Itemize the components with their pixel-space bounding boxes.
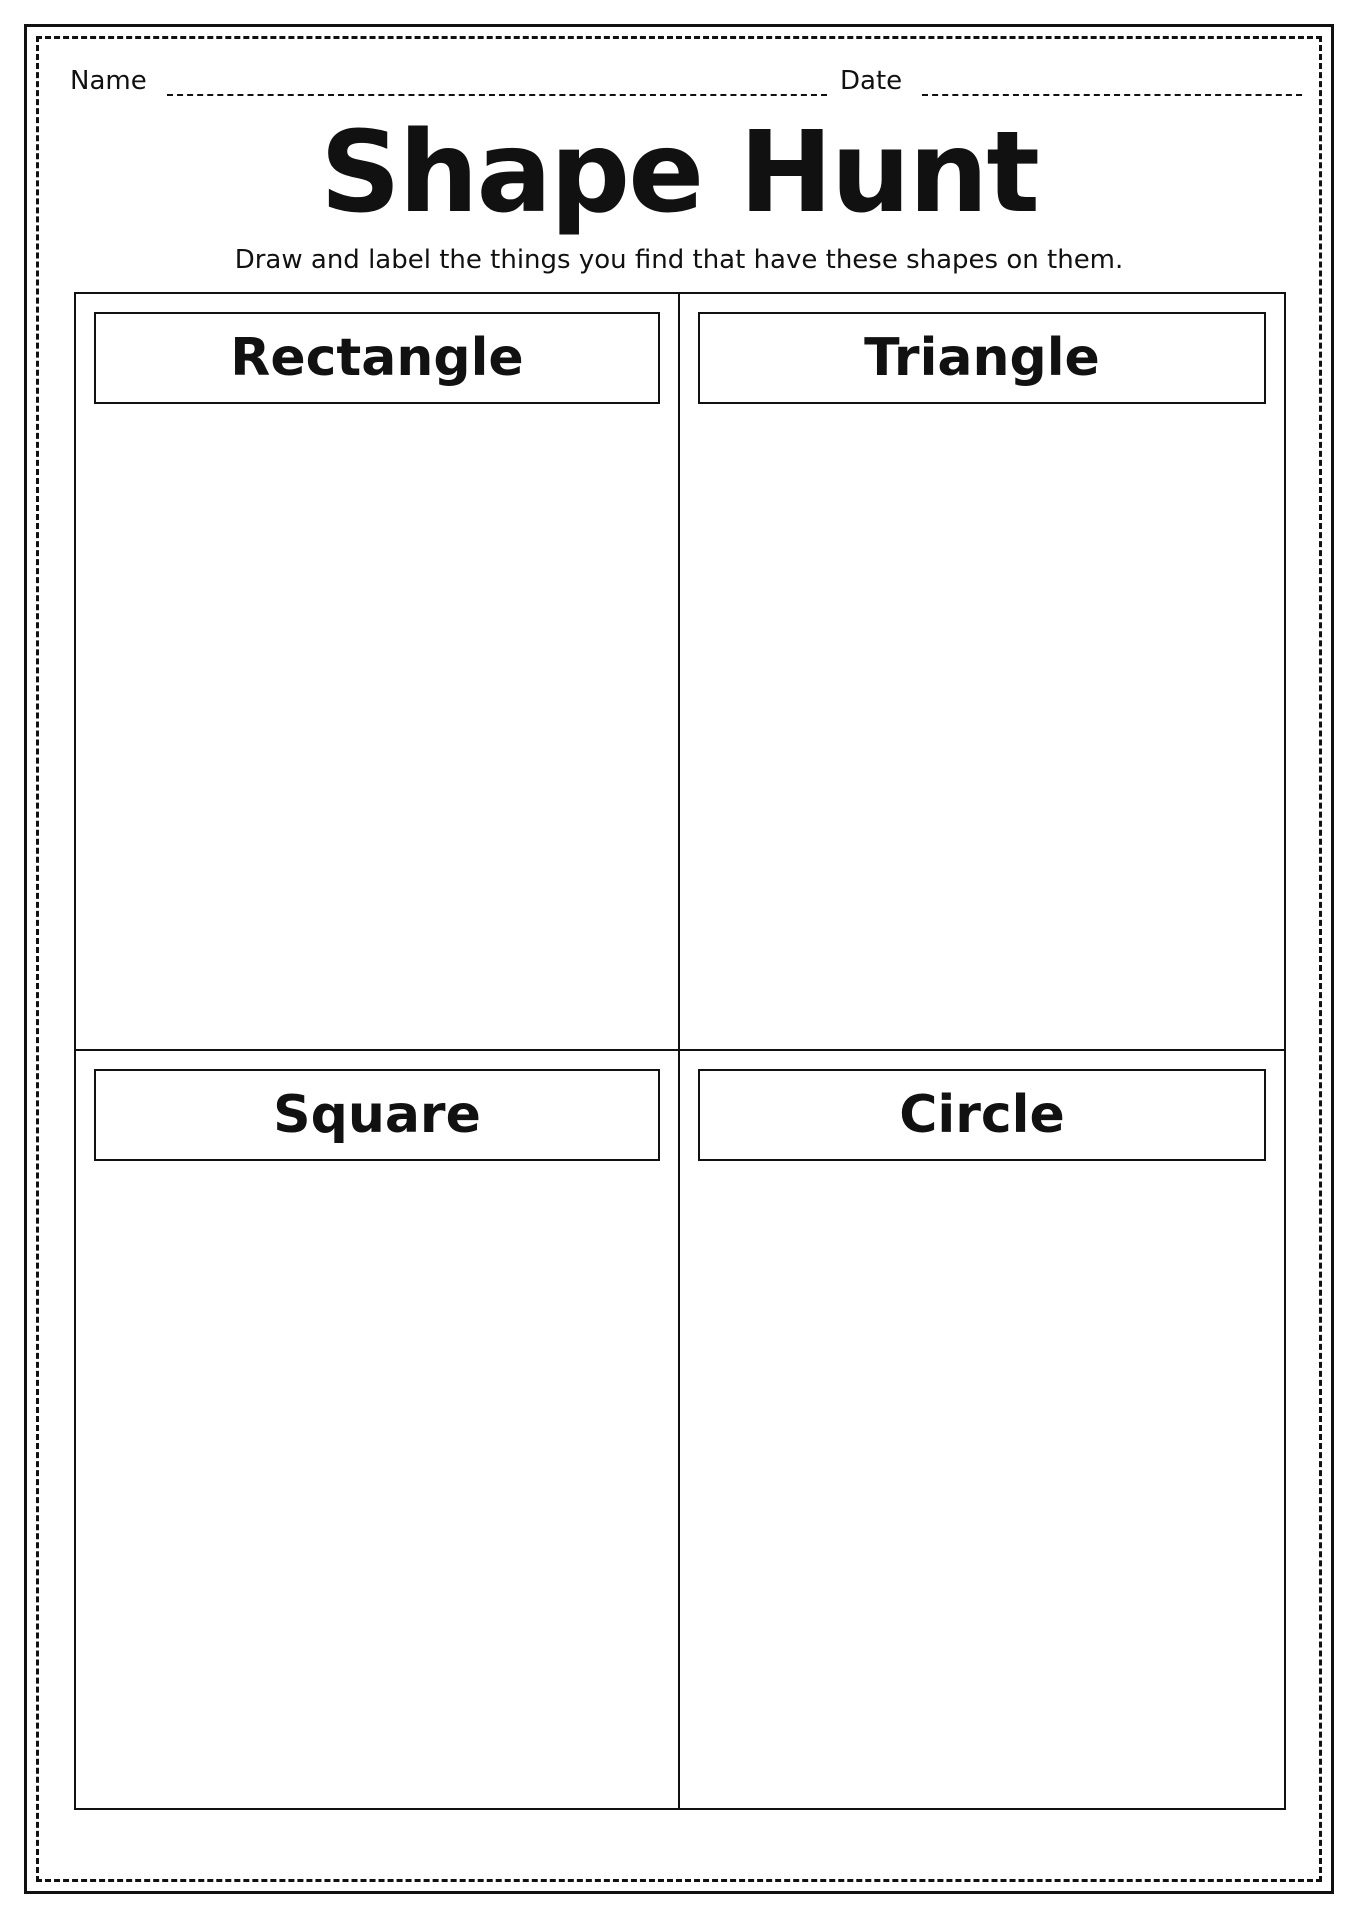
shape-label-triangle: Triangle bbox=[698, 312, 1266, 404]
drawing-area-circle[interactable] bbox=[680, 1163, 1284, 1808]
shape-cell-square bbox=[76, 1051, 680, 1808]
drawing-area-triangle[interactable] bbox=[680, 406, 1284, 1049]
shape-label-circle: Circle bbox=[698, 1069, 1266, 1161]
drawing-area-square[interactable] bbox=[76, 1163, 678, 1808]
name-field bbox=[70, 66, 827, 96]
shape-grid bbox=[74, 292, 1286, 1810]
date-field bbox=[840, 66, 1302, 96]
name-label: Name bbox=[70, 66, 147, 96]
shape-cell-rectangle bbox=[76, 294, 680, 1051]
shape-cell-circle bbox=[680, 1051, 1284, 1808]
shape-label-rectangle: Rectangle bbox=[94, 312, 660, 404]
shape-cell-triangle bbox=[680, 294, 1284, 1051]
date-label: Date bbox=[840, 66, 903, 96]
name-blank-line[interactable] bbox=[167, 70, 827, 96]
page-title: Shape Hunt bbox=[320, 108, 1038, 238]
instructions: Draw and label the things you find that have these shapes on them. bbox=[234, 245, 1124, 275]
date-blank-line[interactable] bbox=[922, 70, 1302, 96]
shape-label-square: Square bbox=[94, 1069, 660, 1161]
drawing-area-rectangle[interactable] bbox=[76, 406, 678, 1049]
